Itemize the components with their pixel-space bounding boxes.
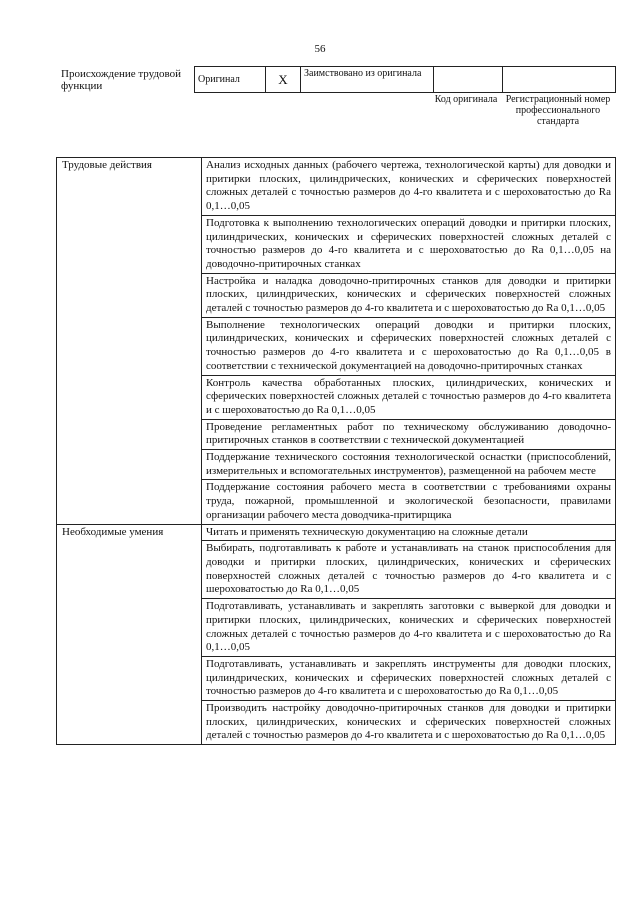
section-item: Поддержание технического состояния технологической оснастки (приспособлений, измерительных и вспомогательных инструментов), размещенной на рабочем месте	[202, 450, 616, 480]
code-cell	[434, 67, 503, 93]
original-label: Оригинал	[195, 67, 266, 93]
section-item: Настройка и наладка доводочно-притирочных станков для доводки и притирки плоских, цилиндрических, конических и сферических поверхностей сложных деталей с точностью размеров до 4-го квалитета и с шероховатостью до Ra 0,1…0,05	[202, 273, 616, 317]
original-mark: X	[266, 67, 301, 93]
origin-table	[194, 66, 616, 93]
section-item: Читать и применять техническую документацию на сложные детали	[202, 524, 616, 541]
borrowed-label: Заимствовано из оригинала	[301, 67, 434, 93]
reg-caption: Регистрационный номер профессионального стандарта	[505, 94, 611, 127]
section-item: Выбирать, подготавливать к работе и устанавливать на станок приспособления для доводки и притирки плоских, цилиндрических, конических и сферических поверхностей сложных деталей с точностью размеров до 4-го квалитета и с шероховатостью до Ra 0,1…0,05	[202, 541, 616, 599]
table-row	[57, 158, 616, 216]
section-item: Анализ исходных данных (рабочего чертежа, технологической карты) для доводки и притирки плоских, цилиндрических, конических и сферических поверхностей сложных деталей с точностью размеров до 4-го квалитета и с шероховатостью до Ra 0,1…0,05	[202, 158, 616, 216]
section-item: Поддержание состояния рабочего места в соответствии с требованиями охраны труда, пожарной, промышленной и экологической безопасности, правилами организации рабочего места доводчика-притирщика	[202, 480, 616, 524]
section-item: Подготавливать, устанавливать и закреплять инструменты для доводки плоских, цилиндрических, конических и сферических поверхностей сложных деталей с точностью размеров до 4-го квалитета и с шероховатостью до Ra 0,1…0,05	[202, 656, 616, 700]
section-item: Производить настройку доводочно-притирочных станков для доводки и притирки плоских, цилиндрических, конических и сферических поверхностей сложных деталей с точностью размеров до 4-го квалитета и с шероховатостью до Ra 0,1…0,05	[202, 701, 616, 745]
section-item: Проведение регламентных работ по техническому обслуживанию доводочно-притирочных станков в соответствии с технической документацией	[202, 419, 616, 449]
section-item: Подготавливать, устанавливать и закреплять заготовки с выверкой для доводки и притирки плоских, цилиндрических, конических и сферических поверхностей сложных деталей с точностью размеров до 4-го квалитета и с шероховатостью до Ra 0,1…0,05	[202, 599, 616, 657]
section-label: Необходимые умения	[57, 524, 202, 745]
function-table	[56, 157, 616, 745]
origin-label: Происхождение трудовой функции	[61, 68, 182, 92]
section-item: Контроль качества обработанных плоских, цилиндрических, конических и сферических поверхностей сложных деталей с точностью размеров до 4-го квалитета и с шероховатостью до Ra 0,1…0,05	[202, 375, 616, 419]
section-label: Трудовые действия	[57, 158, 202, 525]
reg-number-cell	[503, 67, 616, 93]
table-row	[57, 524, 616, 541]
code-caption: Код оригинала	[434, 94, 498, 105]
section-item: Подготовка к выполнению технологических операций доводки и притирки плоских, цилиндрических, конических и сферических поверхностей сложных деталей с точностью размеров до 4-го квалитета и с шероховатостью до Ra 0,1…0,05 на доводочно-притирочных станках	[202, 215, 616, 273]
section-item: Выполнение технологических операций доводки и притирки плоских, цилиндрических, конических и сферических поверхностей сложных деталей с точностью размеров до 4-го квалитета и с шероховатостью до Ra 0,1…0,05 в соответствии с технической документацией на доводочно-притирочных станках	[202, 317, 616, 375]
page-number: 56	[314, 43, 326, 55]
